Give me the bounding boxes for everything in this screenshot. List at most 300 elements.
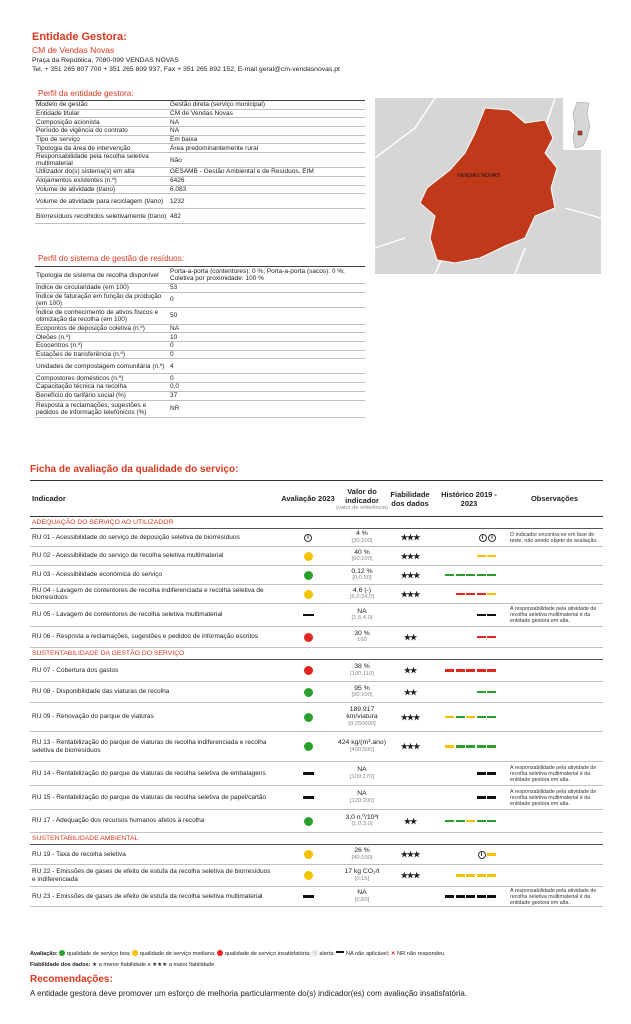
history-cell xyxy=(432,669,506,672)
history-segment-green xyxy=(487,820,496,823)
indicator-label: RU 02 - Acessibilidade do serviço de recolha seletiva multimaterial xyxy=(32,552,224,560)
profile-value: 6426 xyxy=(170,177,185,185)
system-key: Índice de faturação em função da produção (em 100) xyxy=(36,292,162,307)
reference-value: 100 xyxy=(357,637,367,643)
evaluation-cell xyxy=(280,895,336,898)
reliability-stars: ★★★ xyxy=(400,742,420,751)
history-cell xyxy=(432,574,506,577)
reference-value: [1,0;3,0] xyxy=(351,821,373,827)
history-segment-green xyxy=(456,574,465,577)
evaluation-table-header xyxy=(30,481,603,517)
observation-text: A responsabilidade pela atividade de recolha seletiva multimaterial é da entidade gestora em alta. xyxy=(510,887,597,906)
history-cell xyxy=(432,593,506,596)
green-status-dot xyxy=(304,742,313,751)
history-cell xyxy=(432,772,506,775)
system-key: Resposta a reclamações, sugestões e pedidos de informação telefónicos (%) xyxy=(36,401,147,416)
history-segment-red xyxy=(456,593,465,596)
system-value: 0,0 xyxy=(170,383,180,391)
history-segment-black xyxy=(487,772,496,775)
history-segment-yellow xyxy=(487,593,496,596)
legend-evaluation xyxy=(30,949,444,957)
history-segment-green xyxy=(487,691,496,694)
indicator-row xyxy=(30,529,603,547)
history-segment-green xyxy=(456,745,465,748)
reliability-stars: ★★ xyxy=(403,687,417,697)
indicator-row xyxy=(30,682,603,703)
profile-row xyxy=(35,136,365,145)
system-key: Unidades de compostagem comunitária (n.º) xyxy=(36,362,165,370)
reliability-stars: ★★★ xyxy=(400,533,420,542)
indicator-label: RU 15 - Rentabilização do parque de viaturas de recolha seletiva de papel/cartão xyxy=(32,793,267,801)
profile-row xyxy=(35,177,365,186)
system-row xyxy=(35,267,365,284)
indicator-row xyxy=(30,627,603,648)
category-header: SUSTENTABILIDADE AMBIENTAL xyxy=(30,833,603,845)
indicator-label: RU 01 - Acessibilidade do serviço de deposição seletiva de biorresíduos xyxy=(32,533,240,541)
profile-key: Volume de atividade (t/ano) xyxy=(36,185,116,193)
category-header: SUSTENTABILIDADE DA GESTÃO DO SERVIÇO xyxy=(30,648,603,660)
evaluation-cell xyxy=(280,817,336,826)
legend-alert-icon: ⓘ xyxy=(312,951,318,957)
system-value: 0 xyxy=(170,342,174,350)
indicator-label: RU 19 - Taxa de recolha seletiva xyxy=(32,850,126,858)
system-value: 0 xyxy=(170,296,174,304)
profile-key: Composição acionista xyxy=(36,118,100,126)
history-alert-icon: i xyxy=(479,534,487,542)
profile-key: Entidade titular xyxy=(36,110,80,118)
system-key: Tipologia de sistema de recolha disponível xyxy=(36,271,159,279)
ficha-title: Ficha de avaliação da qualidade do serviço: xyxy=(30,464,239,475)
yellow-status-dot xyxy=(304,850,313,859)
system-value: NA xyxy=(170,325,180,333)
green-status-dot xyxy=(304,688,313,697)
indicator-label: RU 03 - Acessibilidade económica do serviço xyxy=(32,571,163,579)
system-key: Índice de conhecimento de ativos físicos e otimização da recolha (em 100) xyxy=(36,308,159,323)
history-segment-green xyxy=(477,574,486,577)
header-value xyxy=(336,487,388,511)
evaluation-cell xyxy=(280,713,336,722)
system-key: Ecocentros (n.º) xyxy=(36,342,83,350)
entity-address: Praça da República, 7080-099 VENDAS NOVAS xyxy=(32,57,179,64)
system-row xyxy=(35,401,365,418)
system-key: Ecopontos de deposição coletiva (n.º) xyxy=(36,325,145,333)
indicator-label: RU 14 - Rentabilização do parque de viaturas de recolha seletiva de embalagens xyxy=(32,769,266,777)
profile-key: Tipologia da área de intervenção xyxy=(36,144,131,152)
indicator-row xyxy=(30,703,603,732)
history-segment-green xyxy=(477,745,486,748)
indicator-row xyxy=(30,786,603,810)
legend-na-dash xyxy=(336,951,344,953)
profile-section-title: Perfil da entidade gestora: xyxy=(38,89,134,98)
legend-reliability-title: Fiabilidade dos dados: xyxy=(30,962,91,968)
evaluation-cell xyxy=(280,742,336,751)
history-cell xyxy=(432,745,506,748)
indicator-label: RU 06 - Resposta a reclamações, sugestões e pedidos de informação escritos xyxy=(32,633,259,641)
profile-value: Em baixa xyxy=(170,136,198,144)
value-cell xyxy=(336,814,388,829)
indicator-value: 3,0 n.º/10³t xyxy=(345,813,379,821)
history-segment-black xyxy=(487,796,496,799)
profile-key: Modelo de gestão xyxy=(36,101,88,109)
not-applicable-dash xyxy=(303,895,314,898)
indicator-value: 38 % xyxy=(354,663,370,671)
history-segment-yellow xyxy=(487,555,496,558)
profile-value: GESAMB - Gestão Ambiental e de Resíduos, EIM xyxy=(170,168,314,176)
history-segment-green xyxy=(456,716,465,719)
history-segment-yellow xyxy=(487,874,496,877)
profile-value: 1232 xyxy=(170,197,185,205)
indicator-row xyxy=(30,547,603,566)
legend-low: a menor fiabilidade e xyxy=(98,962,151,968)
indicator-row xyxy=(30,810,603,833)
legend-good-dot xyxy=(59,950,65,956)
profile-key: Período de vigência do contrato xyxy=(36,127,128,135)
value-cell xyxy=(336,549,388,564)
reliability-stars: ★★★ xyxy=(400,850,420,859)
header-title: Entidade Gestora: xyxy=(32,31,127,43)
evaluation-table xyxy=(30,480,603,907)
indicator-row xyxy=(30,585,603,604)
reference-value: [0;0,50] xyxy=(352,575,372,581)
system-row xyxy=(35,351,365,360)
legend-median-dot xyxy=(132,950,138,956)
system-value: 37 xyxy=(170,392,178,400)
system-value: NR xyxy=(170,405,180,412)
history-segment-green xyxy=(456,820,465,823)
history-segment-green xyxy=(466,745,475,748)
profile-row xyxy=(35,110,365,119)
system-row xyxy=(35,392,365,401)
history-segment-black xyxy=(487,895,496,898)
evaluation-cell xyxy=(280,590,336,599)
system-value: Porta-a-porta (contentores): 0 %; Porta-a-porta (sacos): 0 %; Coletiva por proximidade: 100 % xyxy=(170,268,345,282)
indicator-value: NA xyxy=(357,790,367,798)
history-segment-black xyxy=(477,614,486,617)
history-segment-yellow xyxy=(456,874,465,877)
value-cell xyxy=(336,706,388,728)
legend-alert: alerta; xyxy=(319,951,335,957)
legend-good: qualidade de serviço boa; xyxy=(66,951,131,957)
reliability-stars: ★★ xyxy=(403,816,417,826)
system-value: 10 xyxy=(170,333,178,341)
history-cell xyxy=(432,716,506,719)
history-cell xyxy=(432,874,506,877)
entity-contacts: Tel. + 351 265 807 700 + 351 265 809 937, Fax + 351 265 892 152, E-mail geral@cm-vendasnovas.pt xyxy=(32,66,340,73)
green-status-dot xyxy=(304,817,313,826)
indicator-value: 30 % xyxy=(354,629,370,637)
system-key: Benefício do tarifário social (%) xyxy=(36,392,126,400)
history-segment-green xyxy=(445,574,454,577)
profile-key: Responsabilidade pela recolha seletiva multimaterial xyxy=(36,153,149,168)
indicator-row xyxy=(30,845,603,865)
indicator-label: RU 09 - Renovação do parque de viaturas xyxy=(32,713,154,721)
system-key: Estações de transferência (n.º) xyxy=(36,351,126,359)
history-segment-yellow xyxy=(477,874,486,877)
reference-value: [90;100] xyxy=(351,692,373,698)
indicator-row xyxy=(30,566,603,585)
evaluation-cell xyxy=(280,534,336,542)
evaluation-cell xyxy=(280,871,336,880)
observation-text: O indicador encontra-se em fase de teste, não sendo objeto de avaliação. xyxy=(510,531,598,544)
history-segment-green xyxy=(445,820,454,823)
reference-value: [100;170] xyxy=(349,773,375,780)
profile-row xyxy=(35,209,365,224)
indicator-value: 424 kg/(m³.ano) xyxy=(338,739,386,747)
red-status-dot xyxy=(304,666,313,675)
value-cell xyxy=(336,587,388,602)
reliability-stars: ★★ xyxy=(403,632,417,642)
indicator-value: 26 % xyxy=(354,847,370,855)
history-segment-green xyxy=(477,691,486,694)
history-cell xyxy=(432,895,506,898)
history-segment-green xyxy=(466,574,475,577)
history-segment-red xyxy=(477,593,486,596)
value-cell xyxy=(336,568,388,583)
yellow-status-dot xyxy=(304,552,313,561)
profile-row xyxy=(35,101,365,110)
value-cell xyxy=(336,766,388,781)
history-segment-black xyxy=(487,614,496,617)
map-svg xyxy=(375,98,601,274)
system-row xyxy=(35,325,365,334)
header-observations: Observações xyxy=(530,494,579,503)
reference-value: [0;60] xyxy=(354,896,370,903)
location-map xyxy=(375,98,601,274)
reference-value: [0;250000] xyxy=(348,720,376,727)
indicator-row xyxy=(30,762,603,786)
evaluation-cell xyxy=(280,796,336,799)
history-segment-black xyxy=(466,895,475,898)
history-cell xyxy=(432,555,506,558)
profile-value: CM de Vendas Novas xyxy=(170,110,233,118)
not-applicable-dash xyxy=(303,772,314,775)
profile-value: 482 xyxy=(170,212,181,220)
green-status-dot xyxy=(304,571,313,580)
value-cell xyxy=(336,608,388,623)
history-cell xyxy=(432,614,506,617)
legend-nr: NR não respondeu xyxy=(397,951,445,957)
history-segment-green xyxy=(487,716,496,719)
reliability-stars: ★★★ xyxy=(400,589,420,599)
history-segment-red xyxy=(466,593,475,596)
reference-value: [60;100] xyxy=(351,556,373,562)
system-value: 53 xyxy=(170,284,178,292)
evaluation-cell xyxy=(280,633,336,642)
system-key: Capacitação técnica na recolha xyxy=(36,383,127,391)
history-cell xyxy=(432,534,506,542)
legend-star-low: ★ xyxy=(92,962,98,968)
profile-key: Tipo de serviço xyxy=(36,136,80,144)
profile-value: Área predominantemente rural xyxy=(170,144,259,152)
history-segment-green xyxy=(477,820,486,823)
history-alert-icon: i xyxy=(488,534,496,542)
history-segment-yellow xyxy=(477,555,486,558)
indicator-value: NA xyxy=(357,889,367,897)
system-value: 0 xyxy=(170,374,174,382)
header-history: Histórico 2019 - 2023 xyxy=(441,489,497,508)
header-reliability: Fiabilidade dos dados xyxy=(390,489,430,508)
history-segment-green xyxy=(487,574,496,577)
history-segment-green xyxy=(477,716,486,719)
profile-key: Biorresíduos recolhidos seletivamente (t/ano) xyxy=(36,212,167,220)
legend-bad-dot xyxy=(217,950,223,956)
system-row xyxy=(35,284,365,293)
green-status-dot xyxy=(304,713,313,722)
legend-bad: qualidade de serviço insatisfatória; xyxy=(224,951,311,957)
reference-value: [40;100] xyxy=(351,854,373,861)
evaluation-cell xyxy=(280,552,336,561)
profile-row xyxy=(35,127,365,136)
legend-star-high: ★★★ xyxy=(152,962,168,968)
category-header: ADEQUAÇÃO DO SERVIÇO AO UTILIZADOR xyxy=(30,517,603,529)
value-cell xyxy=(336,868,388,883)
indicator-row xyxy=(30,887,603,907)
recommendations-text: A entidade gestora deve promover um esforço de melhoria particularmente do(s) indicador(es) com avaliação insatisfatória. xyxy=(30,989,468,998)
profile-value: 6.083 xyxy=(170,185,187,193)
history-segment-yellow xyxy=(445,716,454,719)
portugal-inset xyxy=(563,98,601,150)
legend-nr-icon: ✕ xyxy=(390,951,396,957)
profile-row xyxy=(35,186,365,195)
yellow-status-dot xyxy=(304,871,313,880)
indicator-label: RU 05 - Lavagem de contentores de recolha seletiva multimaterial xyxy=(32,611,223,619)
system-section-title: Perfil do sistema de gestão de resíduos: xyxy=(38,254,185,263)
indicator-value: NA xyxy=(357,766,367,774)
reference-value: [6,0;24,0] xyxy=(349,594,375,600)
indicator-value: 189.917 km/viatura xyxy=(346,705,378,721)
indicator-row xyxy=(30,732,603,762)
indicator-label: RU 08 - Disponibilidade das viaturas de recolha xyxy=(32,688,170,696)
history-segment-red xyxy=(466,669,475,672)
indicator-value: 95 % xyxy=(354,684,370,692)
profile-row xyxy=(35,144,365,153)
yellow-status-dot xyxy=(304,590,313,599)
profile-row xyxy=(35,168,365,177)
reference-value: [1,5;4,0] xyxy=(351,615,373,621)
reference-value: [0;15] xyxy=(354,875,370,882)
history-segment-red xyxy=(445,669,454,672)
history-segment-yellow xyxy=(487,853,496,856)
value-cell xyxy=(336,739,388,754)
indicator-label: RU 17 - Adequação dos recursos humanos afetos à recolha xyxy=(32,817,205,825)
indicator-label: RU 04 - Lavagem de contentores de recolha indiferenciada e recolha seletiva de biorresíduos xyxy=(32,586,264,601)
profile-value: Gestão direta (serviço municipal) xyxy=(170,101,266,109)
system-table xyxy=(35,266,365,418)
profile-row xyxy=(35,194,365,209)
history-segment-black xyxy=(477,772,486,775)
system-row xyxy=(35,293,365,308)
history-segment-black xyxy=(445,895,454,898)
indicator-value: 4 % xyxy=(356,530,368,538)
evaluation-cell xyxy=(280,850,336,859)
history-segment-red xyxy=(487,636,496,639)
history-segment-black xyxy=(477,796,486,799)
history-segment-red xyxy=(477,636,486,639)
system-row xyxy=(35,359,365,374)
profile-key: Volume de atividade para reciclagem (t/ano) xyxy=(36,197,164,205)
header-value-sub: (valor de referência) xyxy=(336,504,388,511)
indicator-label: RU 07 - Cobertura dos gastos xyxy=(32,666,119,674)
value-cell xyxy=(336,790,388,805)
reliability-stars: ★★★ xyxy=(400,551,420,561)
evaluation-cell xyxy=(280,571,336,580)
value-cell xyxy=(336,847,388,862)
value-cell xyxy=(336,630,388,645)
reliability-stars: ★★★ xyxy=(400,570,420,580)
profile-row xyxy=(35,153,365,168)
history-segment-green xyxy=(487,745,496,748)
indicator-row xyxy=(30,660,603,682)
history-segment-yellow xyxy=(445,745,454,748)
map-label: VENDAS NOVAS xyxy=(457,173,500,179)
value-cell xyxy=(336,530,388,545)
alert-icon: i xyxy=(304,534,312,542)
evaluation-table-body xyxy=(30,517,603,907)
history-segment-red xyxy=(487,669,496,672)
history-segment-black xyxy=(477,895,486,898)
system-row xyxy=(35,383,365,392)
header-value-main: Valor do indicador xyxy=(345,486,379,505)
observation-text: A responsabilidade pela atividade de recolha seletiva multimaterial é da entidade gestora em alta. xyxy=(510,788,597,807)
history-segment-yellow xyxy=(466,820,475,823)
value-cell xyxy=(336,889,388,904)
profile-value: NA xyxy=(170,127,180,135)
red-status-dot xyxy=(304,633,313,642)
reference-value: [100;110] xyxy=(350,670,374,677)
indicator-value: 4,6 (-) xyxy=(352,586,372,594)
profile-value: Não xyxy=(170,156,182,164)
system-value: 50 xyxy=(170,312,178,320)
profile-row xyxy=(35,118,365,127)
reference-value: [400;500] xyxy=(349,746,375,753)
system-row xyxy=(35,308,365,325)
history-cell xyxy=(432,851,506,859)
header-evaluation: Avaliação 2023 xyxy=(281,494,335,503)
profile-value: NA xyxy=(170,118,180,126)
header-indicator: Indicador xyxy=(32,494,66,503)
profile-key: Alojamentos existentes (n.º) xyxy=(36,177,117,185)
history-cell xyxy=(432,636,506,639)
evaluation-cell xyxy=(280,614,336,617)
reliability-stars: ★★★ xyxy=(400,712,420,722)
evaluation-cell xyxy=(280,772,336,775)
legend-high: a maior fiabilidade xyxy=(168,962,215,968)
system-row xyxy=(35,374,365,383)
observation-text: A responsabilidade pela atividade de recolha seletiva multimaterial é da entidade gestora em alta. xyxy=(510,606,597,624)
legend-title: Avaliação: xyxy=(30,951,58,957)
reliability-stars: ★★ xyxy=(403,666,417,675)
system-value: 0 xyxy=(170,351,174,359)
legend-na: NA não aplicável; xyxy=(346,951,390,957)
history-segment-black xyxy=(456,895,465,898)
profile-table xyxy=(35,100,365,224)
indicator-row xyxy=(30,604,603,627)
indicator-label: RU 22 - Emissões de gases de efeito de estufa da recolha seletiva de biorresíduos e indiferenciada xyxy=(32,868,271,883)
profile-key: Utilizador do(s) sistema(s) em alta xyxy=(36,168,135,176)
history-segment-red xyxy=(477,669,486,672)
indicator-label: RU 13 - Rentabilização do parque de viaturas de recolha indiferenciada e recolha seletiva de biorresíduos xyxy=(32,739,267,754)
legend-reliability xyxy=(30,962,214,968)
legend-median: qualidade de serviço mediana; xyxy=(139,951,216,957)
system-key: Índice de circularidade (em 100) xyxy=(36,284,129,292)
system-row xyxy=(35,333,365,342)
not-applicable-dash xyxy=(303,796,314,799)
system-value: 4 xyxy=(170,362,174,370)
reliability-stars: ★★★ xyxy=(400,871,420,880)
history-segment-red xyxy=(456,669,465,672)
indicator-row xyxy=(30,865,603,887)
entity-name[interactable]: CM de Vendas Novas xyxy=(32,45,115,55)
